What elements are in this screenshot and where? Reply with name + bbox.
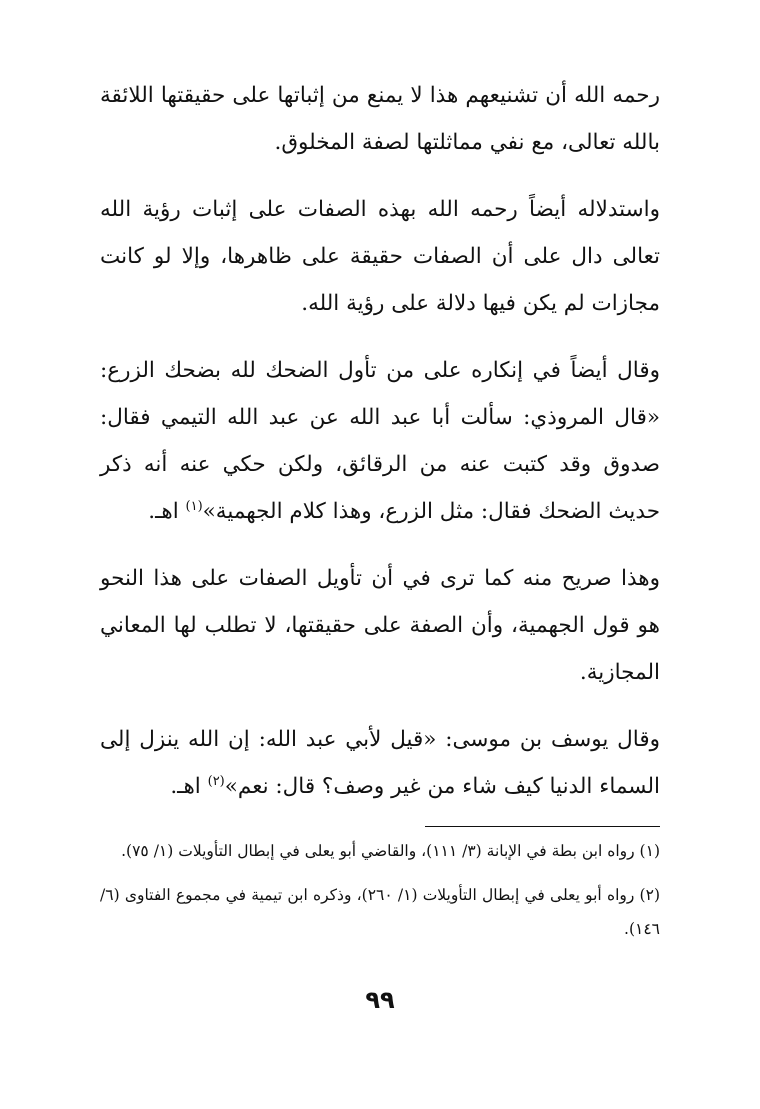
footnote-ref-2: (٢)	[207, 773, 225, 789]
footnote-ref-1: (١)	[185, 498, 203, 514]
paragraph-5	[100, 716, 660, 810]
paragraph-2-text: واستدلاله أيضاً رحمه الله بهذه الصفات على إثبات رؤية الله تعالى دال على أن الصفات حقيقة على ظاهرها، وإلا لو كانت مجازات لم يكن فيها دلالة على رؤية الله.	[100, 197, 660, 316]
footnote-1: (١) رواه ابن بطة في الإبانة (٣/ ١١١)، والقاضي أبو يعلى في إبطال التأويلات (١/ ٧٥).	[121, 842, 660, 860]
footnote-2: (٢) رواه أبو يعلى في إبطال التأويلات (١/ ٢٦٠)، وذكره ابن تيمية في مجموع الفتاوى (٦/ ١٤٦).	[100, 886, 660, 938]
page-number: ٩٩	[365, 986, 395, 1014]
paragraph-3-end: اهـ.	[148, 499, 186, 524]
main-text	[100, 72, 660, 812]
paragraph-1	[100, 72, 660, 166]
paragraph-5-text: وقال يوسف بن موسى: «قيل لأبي عبد الله: إن الله ينزل إلى السماء الدنيا كيف شاء من غير وصف؟ قال: نعم»	[100, 727, 660, 799]
footnote-separator	[425, 826, 660, 827]
paragraph-3-text: وقال أيضاً في إنكاره على من تأول الضحك لله بضحك الزرع: «قال المروذي: سألت أبا عبد الله عن عبد الله التيمي فقال: صدوق وقد كتبت عنه من الرقائق، ولكن حكي عنه أنه ذكر حديث الضحك فقال: مثل الزرع، وهذا كلام الجهمية»	[100, 358, 660, 524]
paragraph-5-end: اهـ.	[170, 774, 208, 799]
book-page	[100, 72, 660, 1109]
paragraph-4	[100, 555, 660, 696]
paragraph-4-text: وهذا صريح منه كما ترى في أن تأويل الصفات على هذا النحو هو قول الجهمية، وأن الصفة على حقيقتها، لا تطلب لها المعاني المجازية.	[100, 566, 660, 685]
paragraph-1-text: رحمه الله أن تشنيعهم هذا لا يمنع من إثباتها على حقيقتها اللائقة بالله تعالى، مع نفي مماثلتها لصفة المخلوق.	[100, 83, 660, 155]
paragraph-3	[100, 347, 660, 535]
paragraph-2	[100, 186, 660, 327]
footnotes	[100, 834, 660, 956]
